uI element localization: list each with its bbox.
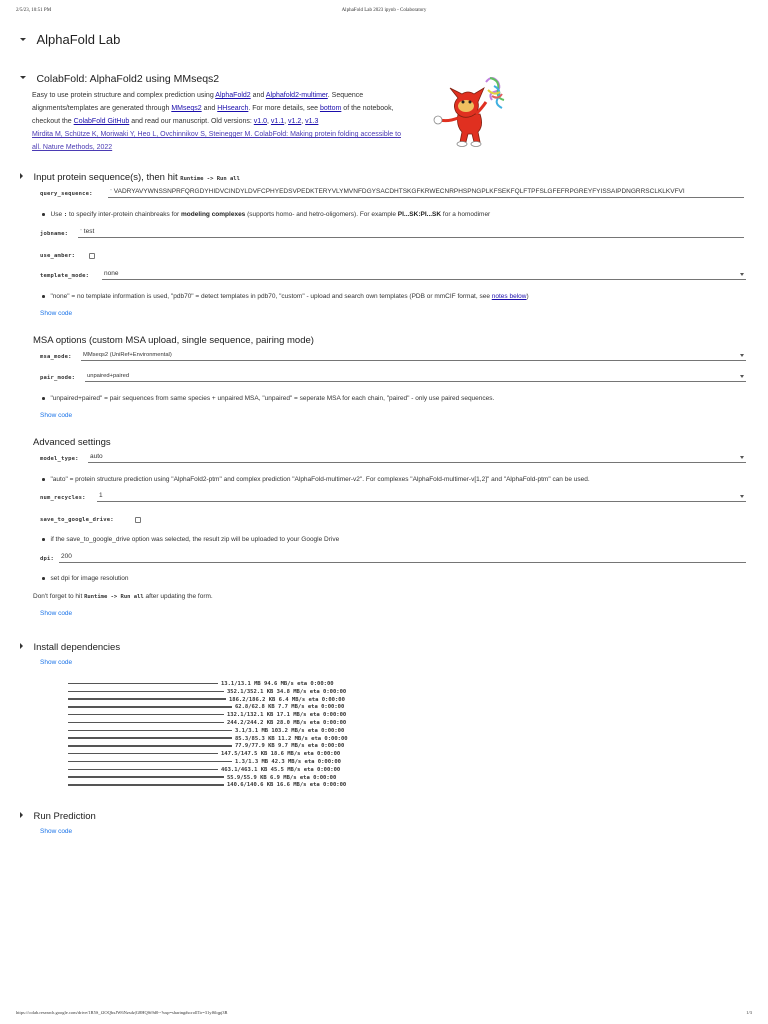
sep: , [301,118,306,125]
pair-mode-note [42,394,494,404]
link-v1-3[interactable]: v1.3 [305,118,319,125]
text: and [250,92,266,99]
progress-text: 140.6/140.6 KB 16.6 MB/s eta 0:00:00 [227,782,347,789]
progress-bar [68,698,226,700]
show-code-button[interactable]: Show code [40,310,73,317]
dropdown-caret-icon [740,456,744,459]
jobname-label: jobname: [40,231,69,237]
num-recycles-label: num_recycles: [40,495,86,501]
model-type-label: model_type: [40,456,79,462]
text: "auto" = protein structure prediction using "AlphaFold2-ptm" and complex prediction "AlphaFold-multimer-v2". For complexes "AlphaFold-multimer-v[1,2]" and "AlphaFold-ptm" can be used. [50,476,590,483]
text: Use [50,211,64,218]
section-colabfold[interactable] [20,69,219,87]
progress-line [68,703,344,711]
progress-line [68,727,344,735]
section-title: AlphaFold Lab [36,32,121,47]
progress-text: 244.2/244.2 KB 28.0 MB/s eta 0:00:00 [227,720,347,726]
pair-mode-value: unpaired+paired [87,373,130,379]
dpi-input[interactable] [59,552,746,563]
save-to-google-drive-checkbox[interactable] [135,517,141,523]
progress-text: 85.3/85.3 KB 11.2 MB/s eta 0:00:00 [235,735,348,742]
section-alphafold-lab[interactable] [20,31,120,49]
progress-text: 55.9/55.9 KB 6.9 MB/s eta 0:00:00 [227,774,337,781]
progress-bar [68,745,232,747]
pair-mode-select[interactable] [85,371,746,382]
show-code-button[interactable]: Show code [40,610,73,617]
template-mode-select[interactable] [102,269,746,280]
section-input-sequence[interactable] [20,167,240,185]
progress-bar [68,691,224,693]
progress-line [68,711,346,719]
progress-line [68,750,340,758]
sep: , [267,118,271,125]
dropdown-caret-icon [740,273,744,276]
collapse-caret-icon[interactable] [20,76,26,79]
drive-note [42,535,339,545]
progress-line [68,766,340,774]
progress-text: 352.1/352.1 KB 34.8 MB/s eta 0:00:00 [227,688,347,695]
mascot-image [428,70,520,150]
expand-caret-icon[interactable] [20,812,23,818]
progress-bar [68,784,224,786]
print-footer [0,1010,768,1020]
runtime-run-all-code: Runtime -> Run all [180,176,240,182]
dpi-value: 200 [61,553,72,560]
progress-bar [68,706,232,708]
advanced-settings-heading: Advanced settings [33,437,111,448]
print-url: https://colab.research.google.com/drive/1R5S_f2OQbxJW6Nzsdz|G8HQSt9d0--?usp=sharing#scrollTo=31yf6lqpj3R [16,1010,228,1015]
print-header [0,8,768,18]
string-quote-icon: " [110,189,112,195]
progress-text: 1.3/1.3 MB 42.3 MB/s eta 0:00:00 [235,759,341,765]
template-mode-value: none [104,270,119,277]
model-type-value: auto [90,453,103,460]
msa-options-heading: MSA options (custom MSA upload, single sequence, pairing mode) [33,335,314,346]
progress-bar [68,753,218,755]
section-title: Install dependencies [33,642,121,653]
progress-line [68,719,346,727]
text: and read our manuscript. Old versions: [129,118,254,125]
progress-text: 186.2/186.2 KB 6.4 MB/s eta 0:00:00 [229,696,345,703]
link-bottom[interactable]: bottom [319,105,342,112]
use-amber-checkbox[interactable] [89,253,95,259]
text: . Sequence alignments/templates are generated through [32,92,364,112]
link-alphafold2-multimer[interactable]: Alphafold2-multimer [265,92,328,99]
link-citation[interactable]: Mirdita M, Schütze K, Moriwaki Y, Heo L, Ovchinnikov S, Steinegger M. ColabFold: Making protein folding accessible to all. Nature Methods, 2022 [32,131,401,151]
progress-line [68,758,341,766]
model-type-select[interactable] [88,452,746,463]
query-sequence-input[interactable] [108,187,744,198]
link-alphafold2[interactable]: AlphaFold2 [215,92,251,99]
num-recycles-select[interactable] [97,491,746,502]
template-note [42,292,529,302]
print-date: 2/5/23, 10:51 PM [16,8,52,13]
progress-line [68,774,336,782]
runtime-run-all-code: Runtime -> Run all [84,594,144,600]
section-run-prediction[interactable] [20,806,96,824]
text: of the notebook, checkout the [32,105,394,125]
section-title: Run Prediction [33,811,96,822]
link-v1-0[interactable]: v1.0 [253,118,268,125]
query-sequence-value: VADRYAVYWNSSNPRFQRGDYHIDVCINDYLDVFCPHYEDSVPEDKTERYVLYMVNFDGYSACDHTSKGFKRWECNRPHSPNGPLKFSEKFQLFTPFSLGFEFRPGREYFYISSAIPDNGRRSCLKLKVFVI [113,188,685,195]
progress-text: 62.8/62.8 KB 7.7 MB/s eta 0:00:00 [235,704,345,711]
section-title: ColabFold: AlphaFold2 using MMseqs2 [36,73,220,85]
jobname-value: test [83,228,95,235]
progress-text: 132.1/132.1 KB 17.1 MB/s eta 0:00:00 [227,712,347,719]
progress-bar [68,722,224,724]
dropdown-caret-icon [740,354,744,357]
chainbreak-note [42,210,490,220]
link-notes-below[interactable]: notes below [491,293,527,300]
expand-caret-icon[interactable] [20,173,23,179]
progress-text: 463.1/463.1 KB 45.5 MB/s eta 0:00:00 [221,766,341,773]
show-code-button[interactable]: Show code [40,828,73,835]
dpi-note [42,574,129,584]
progress-bar [68,769,218,771]
bold-text: modeling complexes [181,211,246,218]
bullet-icon [42,577,45,580]
progress-line [68,735,348,743]
progress-line [68,680,334,688]
bullet-icon [42,397,45,400]
fox-mascot-icon [428,70,520,150]
collapse-caret-icon[interactable] [20,38,26,41]
print-page-number: 1/3 [746,1010,752,1015]
template-mode-label: template_mode: [40,273,90,279]
msa-mode-select[interactable] [81,350,746,361]
text: if the save_to_google_drive option was selected, the result zip will be uploaded to your Google Drive [50,536,340,543]
use-amber-label: use_amber: [40,253,76,259]
bullet-icon [42,213,45,216]
show-code-button[interactable]: Show code [40,412,73,419]
bullet-icon [42,295,45,298]
section-install-dependencies[interactable] [20,637,120,655]
print-title: AlphaFold Lab 2023 ipynb - Colaboratory [341,8,427,13]
bullet-icon [42,478,45,481]
text: (supports homo- and hetro-oligomers). For example [245,211,398,218]
text: to specify inter-protein chainbreaks for [67,211,181,218]
text: Easy to use protein structure and complex prediction using [32,92,216,99]
progress-bar [68,683,218,685]
intro-paragraph [32,89,402,154]
dpi-label: dpi: [40,556,55,562]
save-to-google-drive-label: save_to_google_drive: [40,517,114,523]
link-v1-2[interactable]: v1.2 [288,118,302,125]
progress-line [68,742,344,750]
progress-text: 147.5/147.5 KB 18.6 MB/s eta 0:00:00 [221,751,341,758]
progress-text: 13.1/13.1 MB 94.6 MB/s eta 0:00:00 [221,681,334,687]
sep: , [284,118,289,125]
progress-bar [68,737,232,739]
progress-bar [68,761,232,763]
dropdown-caret-icon [740,495,744,498]
progress-bar [68,730,232,732]
text: set dpi for image resolution [50,575,129,582]
jobname-input[interactable] [78,227,744,238]
query-sequence-label: query_sequence: [40,191,93,197]
text: after updating the form. [143,593,213,600]
text: "none" = no template information is used, "pdb70" = detect templates in pdb70, "custom" - upload and search own templates (PDB or mmCIF format, see [50,293,492,300]
progress-bar [68,776,224,778]
runtime-reminder [33,592,213,602]
bold-text: PI...SK:PI...SK [397,211,442,218]
text: . For more details, see [248,105,320,112]
link-mmseqs2[interactable]: MMseqs2 [171,105,202,112]
bullet-icon [42,538,45,541]
num-recycles-value: 1 [99,492,103,499]
progress-line [68,781,346,789]
model-type-note [42,475,590,485]
msa-mode-value: MMseqs2 (UniRef+Environmental) [83,352,172,358]
link-v1-1[interactable]: v1.1 [270,118,285,125]
progress-line [68,688,346,696]
section-title: Input protein sequence(s), then hit [33,172,181,183]
progress-text: 3.1/3.1 MB 103.2 MB/s eta 0:00:00 [235,727,345,734]
colon-code: : [63,212,68,218]
text: ) [526,293,529,300]
text: for a homodimer [441,211,491,218]
progress-line [68,696,345,704]
expand-caret-icon[interactable] [20,643,23,649]
progress-text: 77.9/77.9 KB 9.7 MB/s eta 0:00:00 [235,743,345,750]
link-hhsearch[interactable]: HHsearch [217,105,249,112]
pair-mode-label: pair_mode: [40,375,76,381]
string-quote-icon: " [80,229,82,235]
text: "unpaired+paired" = pair sequences from same species + unpaired MSA, "unpaired" = seperate MSA for each chain, "paired" - only use paired sequences. [50,395,495,402]
link-colabfold-github[interactable]: ColabFold GitHub [73,118,130,125]
text: and [201,105,218,112]
show-code-button[interactable]: Show code [40,659,73,666]
dropdown-caret-icon [740,375,744,378]
progress-bar [68,714,224,716]
text: Don't forget to hit [33,593,85,600]
msa-mode-label: msa_mode: [40,354,72,360]
